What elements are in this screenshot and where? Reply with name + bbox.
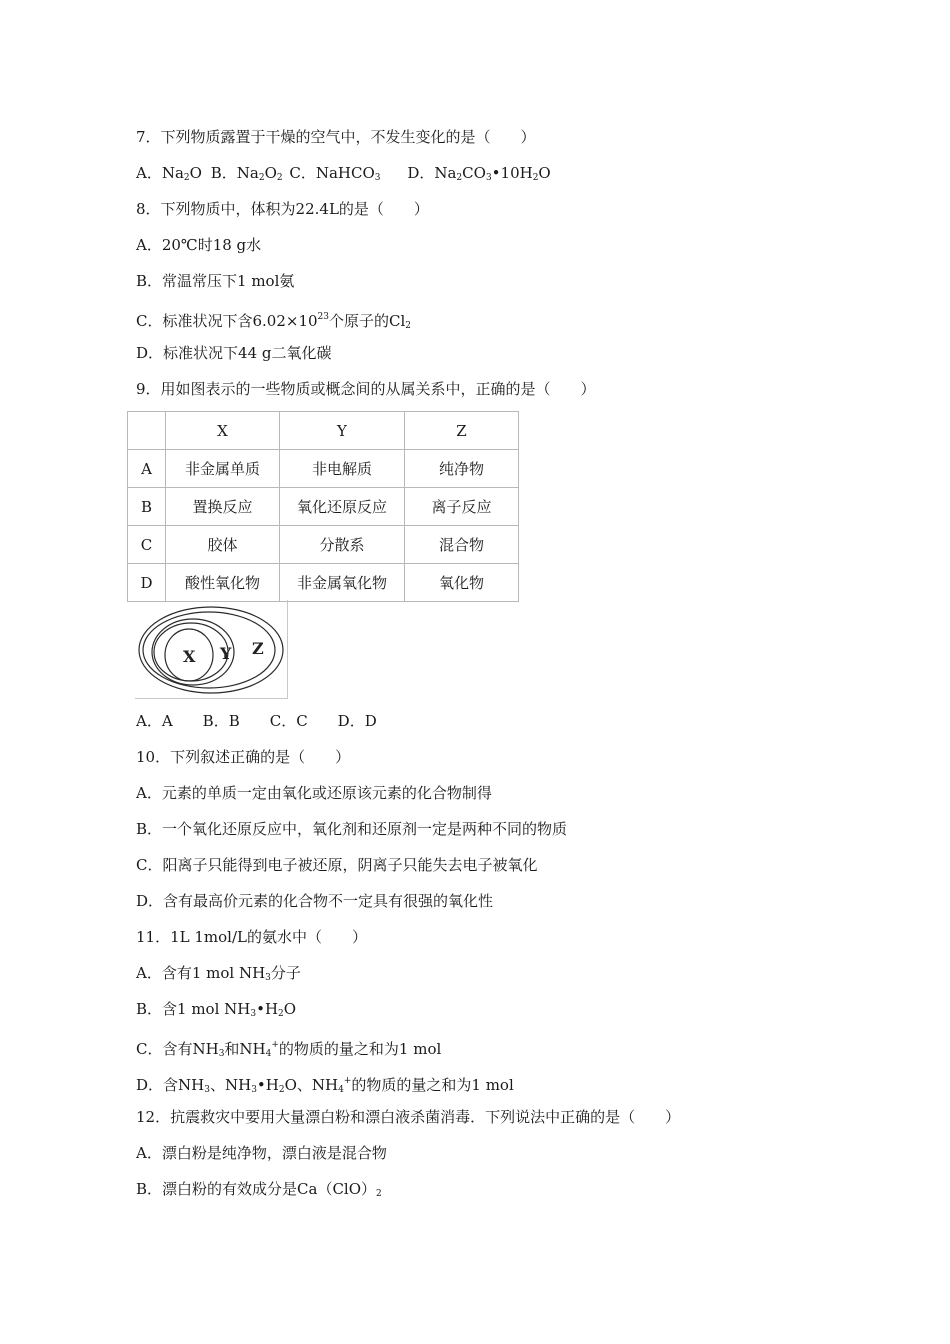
q8-stem: 8．下列物质中，体积为22.4L的是（ ） bbox=[136, 200, 429, 218]
table-cell: 酸性氧化物 bbox=[166, 564, 280, 602]
q7-option-b: B．$Na_2O_2$ bbox=[210, 164, 283, 183]
table-cell: 氧化物 bbox=[405, 564, 519, 602]
q8-option-a: A．20℃时18 g水 bbox=[136, 236, 262, 254]
relation-table bbox=[127, 411, 519, 602]
q7-options bbox=[136, 163, 551, 188]
venn-label-z: Z bbox=[252, 639, 264, 658]
q11-option-d: D．含$NH_3$、$NH_3•H_2O$、$NH_4^+$的物质的量之和为1 mol bbox=[136, 1076, 514, 1095]
table-cell: 纯净物 bbox=[405, 450, 519, 488]
header-cell: Y bbox=[280, 412, 405, 450]
q10-option-c: C．阳离子只能得到电子被还原，阴离子只能失去电子被氧化 bbox=[136, 856, 538, 874]
q8-option-d: D．标准状况下44 g二氧化碳 bbox=[136, 344, 332, 362]
table-cell: 氧化还原反应 bbox=[280, 488, 405, 526]
q10-option-b: B．一个氧化还原反应中，氧化剂和还原剂一定是两种不同的物质 bbox=[136, 820, 568, 838]
q12-stem: 12．抗震救灾中要用大量漂白粉和漂白液杀菌消毒．下列说法中正确的是（ ） bbox=[136, 1108, 681, 1126]
table-cell: 胶体 bbox=[166, 526, 280, 564]
table-row bbox=[128, 526, 519, 564]
table-cell: C bbox=[128, 526, 166, 564]
q7-option-c: C．NaHCO$_3$ bbox=[289, 164, 381, 183]
table-cell: 非金属氧化物 bbox=[280, 564, 405, 602]
table-row bbox=[128, 450, 519, 488]
q12-option-a: A．漂白粉是纯净物，漂白液是混合物 bbox=[136, 1144, 387, 1162]
q9-choices: A．A B．B C．C D．D bbox=[136, 712, 377, 730]
table-header-row bbox=[128, 412, 519, 450]
header-cell bbox=[128, 412, 166, 450]
q11-option-c: C．含有$NH_3$和$NH_4^+$的物质的量之和为1 mol bbox=[136, 1040, 442, 1059]
table-cell: 非电解质 bbox=[280, 450, 405, 488]
q7-stem: 7．下列物质露置于干燥的空气中，不发生变化的是（ ） bbox=[136, 128, 536, 146]
table-row bbox=[128, 564, 519, 602]
q10-stem: 10．下列叙述正确的是（ ） bbox=[136, 748, 351, 766]
table-cell: 分散系 bbox=[280, 526, 405, 564]
q7-option-d: D．$Na_2CO_3•10H_2O$ bbox=[407, 164, 551, 183]
q7-option-a: A．$Na_2O$ bbox=[136, 164, 202, 183]
table-row bbox=[128, 488, 519, 526]
q10-option-d: D．含有最高价元素的化合物不一定具有很强的氧化性 bbox=[136, 892, 494, 910]
table-cell: D bbox=[128, 564, 166, 602]
q10-option-a: A．元素的单质一定由氧化或还原该元素的化合物制得 bbox=[136, 784, 492, 802]
venn-label-x: X bbox=[183, 647, 196, 666]
table-cell: 离子反应 bbox=[405, 488, 519, 526]
q8-option-c: C．标准状况下含$6.02\times 10^{23}$个原子的$Cl_2$ bbox=[136, 312, 412, 331]
venn-label-y: Y bbox=[220, 644, 232, 663]
q9-stem: 9．用如图表示的一些物质或概念间的从属关系中，正确的是（ ） bbox=[136, 380, 596, 398]
q11-option-b: B．含1 mol $NH_3•H_2O$ bbox=[136, 1000, 297, 1019]
q11-option-a: A．含有1 mol $NH_3$分子 bbox=[136, 964, 301, 983]
table-cell: B bbox=[128, 488, 166, 526]
table-cell: 置换反应 bbox=[166, 488, 280, 526]
venn-diagram bbox=[135, 600, 288, 699]
q11-stem: 11．1L 1mol/L的氨水中（ ） bbox=[136, 928, 367, 946]
header-cell: Z bbox=[405, 412, 519, 450]
table-cell: 非金属单质 bbox=[166, 450, 280, 488]
table-cell: A bbox=[128, 450, 166, 488]
q8-option-b: B．常温常压下1 mol氨 bbox=[136, 272, 295, 290]
q12-option-b: B．漂白粉的有效成分是$Ca(ClO)_2$ bbox=[136, 1180, 382, 1199]
table-cell: 混合物 bbox=[405, 526, 519, 564]
header-cell: X bbox=[166, 412, 280, 450]
